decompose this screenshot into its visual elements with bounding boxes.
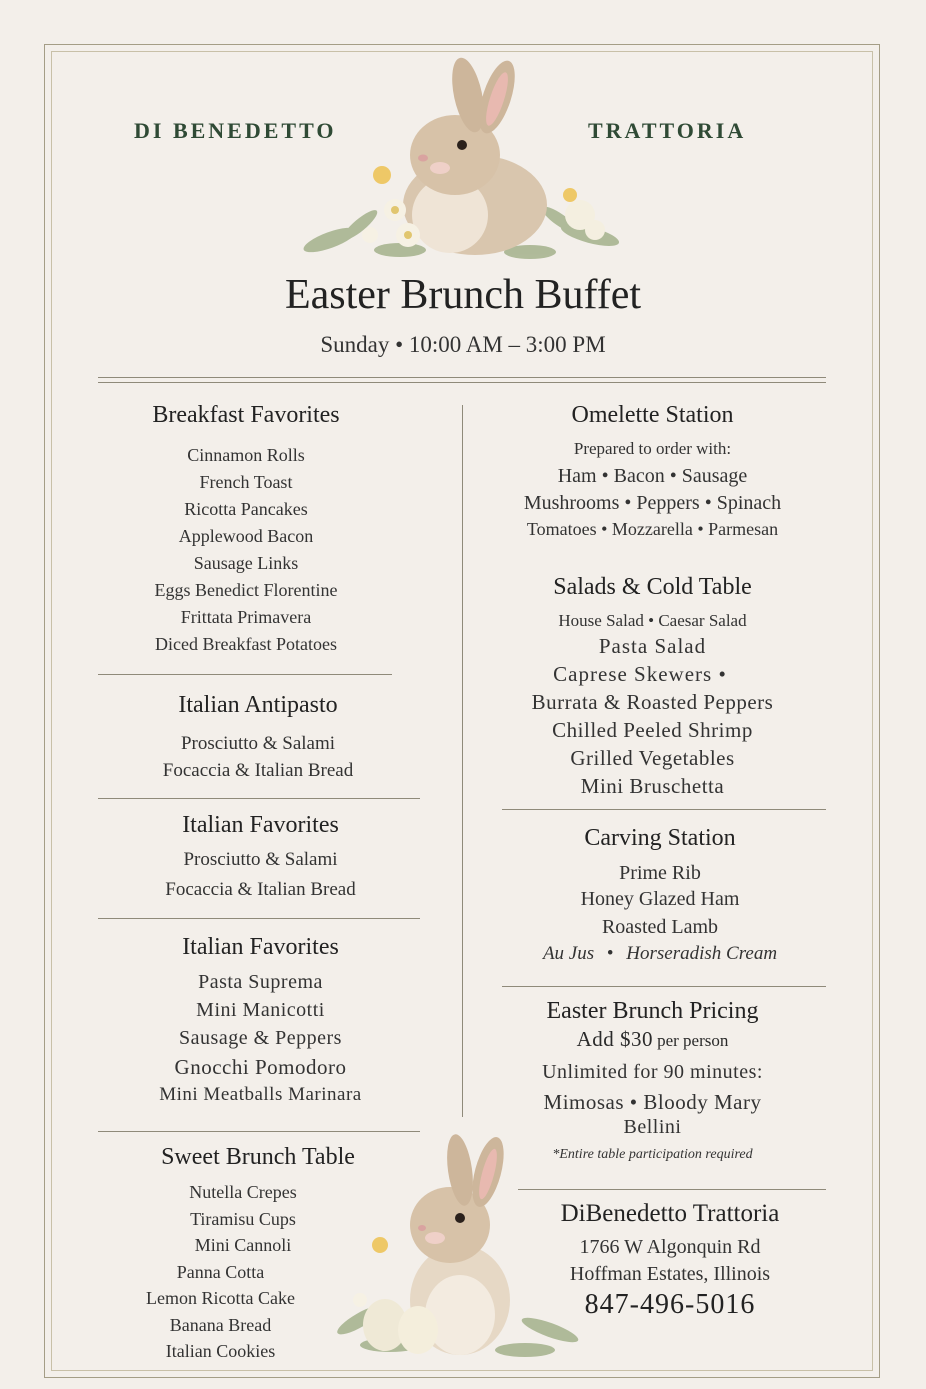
menu-item: Sausage & Peppers — [179, 1027, 342, 1049]
menu-item: Italian Cookies — [165, 1341, 276, 1361]
menu-item: Mini Meatballs Marinara — [159, 1084, 362, 1105]
section-divider — [518, 1189, 826, 1190]
menu-item: Grilled Vegetables — [570, 746, 735, 770]
phone-number: 847-496-5016 — [584, 1289, 756, 1320]
section-heading: Carving Station — [584, 825, 736, 851]
address-line: 1766 W Algonquin Rd — [579, 1236, 761, 1258]
menu-item: Applewood Bacon — [178, 526, 314, 546]
menu-item: Eggs Benedict Florentine — [154, 580, 338, 600]
menu-item: Prosciutto & Salami — [183, 849, 338, 870]
sauce-horseradish: Horseradish Cream — [626, 943, 778, 964]
section-divider — [502, 809, 826, 810]
section-heading: Italian Favorites — [182, 812, 339, 838]
bunny-illustration-top — [290, 55, 640, 270]
section-carving — [510, 825, 810, 966]
section-divider — [502, 986, 826, 987]
brand-right: TRATTORIA — [588, 118, 747, 143]
omelette-intro: Prepared to order with: — [573, 439, 732, 458]
section-omelette — [500, 402, 805, 542]
section-heading: Salads & Cold Table — [553, 574, 752, 600]
menu-item: Prime Rib — [619, 862, 701, 884]
header-divider-top — [98, 377, 826, 378]
section-heading: Sweet Brunch Table — [161, 1144, 355, 1170]
section-heading: Easter Brunch Pricing — [546, 998, 759, 1024]
omelette-line: Mushrooms • Peppers • Spinach — [523, 492, 782, 514]
sauce-au-jus: Au Jus — [542, 943, 595, 964]
pricing-footnote: *Entire table participation required — [552, 1147, 753, 1162]
menu-item: Focaccia & Italian Bread — [165, 879, 356, 900]
price-unit: per person — [657, 1031, 729, 1050]
section-pricing — [500, 998, 805, 1163]
menu-item: Diced Breakfast Potatoes — [155, 634, 337, 654]
section-antipasto — [98, 692, 418, 784]
section-heading: Italian Antipasto — [178, 692, 338, 718]
menu-item: Sausage Links — [193, 553, 299, 573]
menu-item: Panna Cotta — [176, 1261, 265, 1282]
menu-item: Pasta Suprema — [198, 971, 323, 993]
menu-item: Mini Cannoli — [194, 1235, 292, 1255]
sauce-separator: • — [606, 943, 614, 964]
price-amount: Add $30 — [576, 1027, 654, 1051]
menu-item: Honey Glazed Ham — [580, 888, 740, 910]
menu-item: Tiramisu Cups — [190, 1208, 296, 1229]
salad-line: House Salad • Caesar Salad — [558, 611, 747, 630]
header-divider-bottom — [98, 382, 826, 383]
column-divider — [462, 405, 463, 1117]
omelette-line: Ham • Bacon • Sausage — [557, 465, 748, 487]
restaurant-name: DiBenedetto Trattoria — [560, 1200, 780, 1227]
menu-item: Burrata & Roasted Peppers — [531, 690, 774, 714]
section-contact — [520, 1200, 820, 1321]
section-italian-favorites-1 — [98, 812, 423, 905]
menu-item: Chilled Peeled Shrimp — [552, 718, 753, 742]
menu-item: Focaccia & Italian Bread — [162, 760, 354, 781]
section-divider — [98, 798, 420, 799]
menu-item: Lemon Ricotta Cake — [146, 1288, 295, 1308]
brand-left: DI BENEDETTO — [134, 118, 337, 143]
drinks-line: Mimosas • Bloody Mary — [543, 1090, 762, 1114]
menu-item: French Toast — [199, 472, 293, 492]
unlimited-line: Unlimited for 90 minutes: — [542, 1061, 763, 1083]
section-divider — [98, 674, 392, 675]
section-heading: Breakfast Favorites — [152, 402, 340, 428]
section-breakfast — [98, 402, 394, 658]
drinks-line: Bellini — [623, 1116, 682, 1138]
section-heading: Omelette Station — [571, 402, 734, 428]
section-divider — [98, 918, 420, 919]
menu-item: Banana Bread — [169, 1314, 272, 1335]
carving-sauces — [510, 942, 810, 966]
menu-item: Roasted Lamb — [601, 916, 719, 938]
menu-item: Pasta Salad — [598, 634, 707, 658]
menu-item: Nutella Crepes — [189, 1182, 297, 1202]
section-heading: Italian Favorites — [182, 934, 339, 960]
page-subtitle: Sunday • 10:00 AM – 3:00 PM — [320, 332, 606, 357]
menu-item: Mini Bruschetta — [580, 774, 725, 798]
page-title: Easter Brunch Buffet — [284, 272, 642, 318]
menu-item: Prosciutto & Salami — [180, 733, 336, 754]
section-salads — [500, 574, 805, 800]
omelette-line: Tomatoes • Mozzarella • Parmesan — [526, 519, 779, 539]
section-italian-favorites-2 — [98, 934, 423, 1107]
address-line: Hoffman Estates, Illinois — [569, 1263, 771, 1285]
menu-item: Mini Manicotti — [196, 999, 325, 1021]
menu-item: Ricotta Pancakes — [184, 499, 308, 519]
menu-item: Cinnamon Rolls — [187, 445, 305, 465]
price-line — [500, 1027, 805, 1052]
menu-item: Frittata Primavera — [180, 607, 312, 627]
menu-item: Gnocchi Pomodoro — [174, 1055, 347, 1079]
menu-item: Caprese Skewers • — [553, 662, 727, 686]
